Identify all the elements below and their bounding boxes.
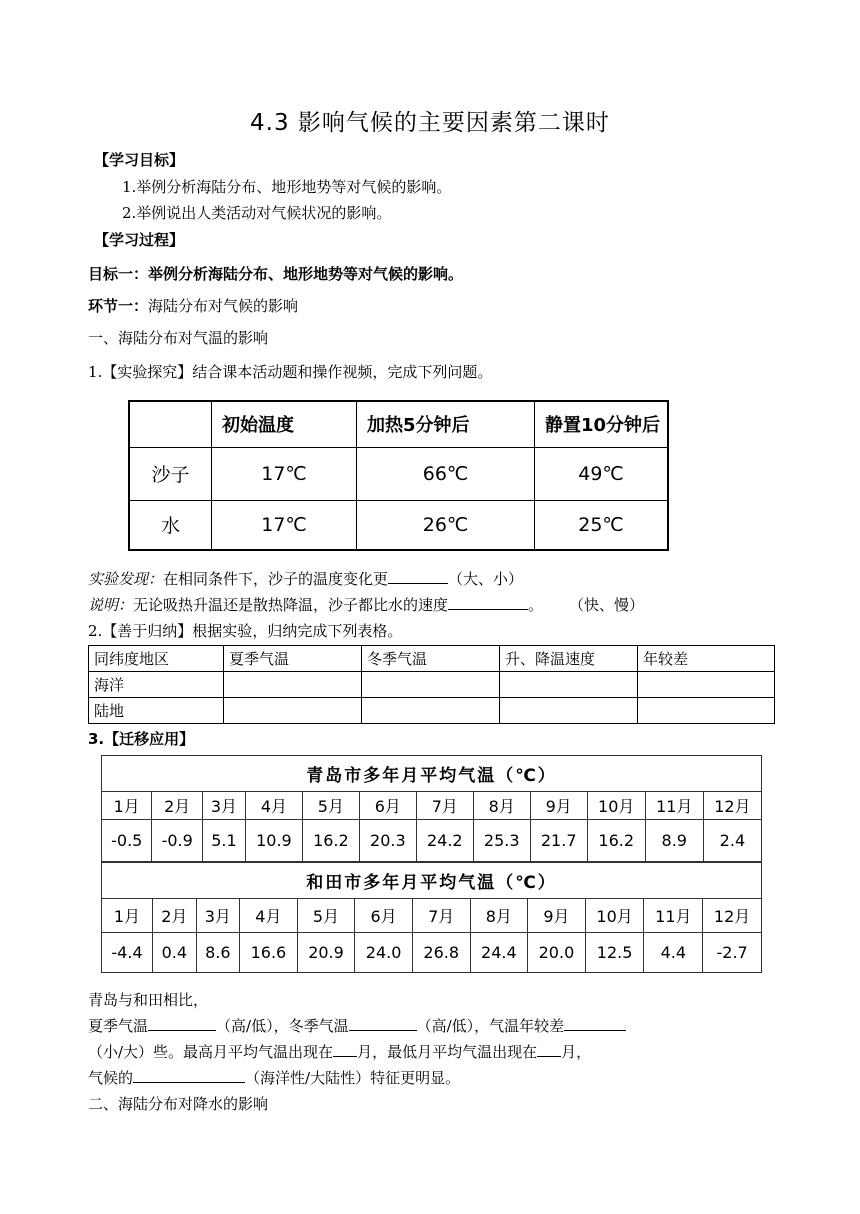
question-one: 1.【实验探究】结合课本活动题和操作视频，完成下列问题。 <box>88 363 493 381</box>
min-month-blank[interactable] <box>537 1042 561 1057</box>
summary-header-cell: 同纬度地区 <box>89 646 224 672</box>
note-text: 无论吸热升温还是散热降温，沙子都比水的速度 <box>133 596 449 614</box>
objective-item-2: 2.举例说出人类活动对气候状况的影响。 <box>122 204 392 222</box>
hetian-caption: 和田市多年月平均气温（℃） <box>102 863 762 899</box>
month-cell: 8月 <box>470 899 528 933</box>
temperature-cell: 12.5 <box>585 933 644 973</box>
winter-temp-blank[interactable] <box>349 1016 417 1031</box>
temperature-cell: 4.4 <box>644 933 703 973</box>
temperature-cell: 20.0 <box>528 933 586 973</box>
month-cell: 10月 <box>585 899 644 933</box>
experiment-cell: 17℃ <box>212 447 357 500</box>
experiment-cell: 水 <box>129 500 212 550</box>
experiment-cell: 66℃ <box>357 447 535 500</box>
compare-text: （高/低），气温年较差 <box>416 1017 565 1035</box>
section-one-text: 海陆分布对气候的影响 <box>148 297 299 315</box>
finding-blank[interactable] <box>388 569 448 584</box>
month-cell: 4月 <box>245 792 302 820</box>
experiment-note <box>88 595 644 615</box>
annual-range-blank[interactable] <box>564 1016 626 1031</box>
month-cell: 3月 <box>202 792 245 820</box>
temperature-cell: 8.6 <box>196 933 240 973</box>
temperature-cell: 24.2 <box>416 820 473 862</box>
experiment-cell: 25℃ <box>535 500 669 550</box>
table-row <box>129 447 668 500</box>
month-cell: 9月 <box>528 899 586 933</box>
summary-header-cell: 升、降温速度 <box>500 646 638 672</box>
page-title: 4.3 影响气候的主要因素第二课时 <box>250 110 610 136</box>
table-row <box>89 672 775 698</box>
summary-header-cell: 年较差 <box>638 646 775 672</box>
question-three: 3.【迁移应用】 <box>88 730 195 748</box>
summary-input-cell[interactable] <box>638 698 775 724</box>
summary-input-cell[interactable] <box>500 698 638 724</box>
temperature-cell: 24.4 <box>470 933 528 973</box>
summary-input-cell[interactable] <box>224 698 362 724</box>
month-cell: 6月 <box>355 899 413 933</box>
note-hint: （快、慢） <box>569 596 645 614</box>
section-one-label: 环节一： <box>88 297 149 315</box>
temperature-cell: 10.9 <box>245 820 302 862</box>
finding-label: 实验发现： <box>88 570 164 588</box>
compare-line-1 <box>88 1016 626 1036</box>
summary-table <box>88 645 775 724</box>
month-cell: 11月 <box>645 792 703 820</box>
compare-text: 夏季气温 <box>88 1017 149 1035</box>
temperature-cell: -0.5 <box>102 820 152 862</box>
process-heading: 【学习过程】 <box>94 231 185 249</box>
experiment-cell: 沙子 <box>129 447 212 500</box>
month-cell: 5月 <box>302 792 359 820</box>
note-blank[interactable] <box>448 595 528 610</box>
temperature-cell: 26.8 <box>412 933 470 973</box>
compare-line-2 <box>88 1042 591 1062</box>
goal-one: 目标一：举例分析海陆分布、地形地势等对气候的影响。 <box>88 265 464 283</box>
climate-type-blank[interactable] <box>133 1068 245 1083</box>
table-row <box>102 820 762 862</box>
temperature-cell: 16.6 <box>240 933 298 973</box>
summer-temp-blank[interactable] <box>148 1016 216 1031</box>
compare-intro: 青岛与和田相比， <box>88 991 209 1009</box>
summary-input-cell[interactable] <box>638 672 775 698</box>
compare-text: 月， <box>561 1043 592 1061</box>
experiment-header-cell: 加热5分钟后 <box>357 401 535 447</box>
compare-text: （小/大）些。最高月平均气温出现在 <box>88 1043 334 1061</box>
temperature-cell: 20.9 <box>297 933 355 973</box>
qingdao-caption: 青岛市多年月平均气温（℃） <box>102 756 762 792</box>
month-cell: 4月 <box>240 899 298 933</box>
temperature-cell: 24.0 <box>355 933 413 973</box>
summary-cell: 陆地 <box>89 698 224 724</box>
temperature-cell: 20.3 <box>359 820 416 862</box>
month-cell: 1月 <box>102 792 152 820</box>
temperature-cell: -4.4 <box>102 933 153 973</box>
summary-header-cell: 冬季气温 <box>362 646 500 672</box>
temperature-cell: 0.4 <box>153 933 197 973</box>
experiment-cell: 26℃ <box>357 500 535 550</box>
month-cell: 5月 <box>297 899 355 933</box>
question-two: 2.【善于归纳】根据实验，归纳完成下列表格。 <box>88 622 403 640</box>
temperature-cell: 2.4 <box>703 820 761 862</box>
month-cell: 10月 <box>587 792 645 820</box>
temperature-cell: 16.2 <box>302 820 359 862</box>
temperature-cell: -0.9 <box>152 820 202 862</box>
month-cell: 3月 <box>196 899 240 933</box>
summary-cell: 海洋 <box>89 672 224 698</box>
table-row <box>89 646 775 672</box>
experiment-finding <box>88 569 523 589</box>
summary-input-cell[interactable] <box>362 672 500 698</box>
month-cell: 9月 <box>530 792 587 820</box>
experiment-table <box>128 400 669 551</box>
month-cell: 11月 <box>644 899 703 933</box>
summary-input-cell[interactable] <box>224 672 362 698</box>
objectives-heading: 【学习目标】 <box>94 151 185 169</box>
experiment-header-cell <box>129 401 212 447</box>
month-cell: 12月 <box>703 899 762 933</box>
subheading-temperature: 一、海陆分布对气温的影响 <box>88 329 269 347</box>
table-row <box>102 933 762 973</box>
month-cell: 2月 <box>152 792 202 820</box>
temperature-cell: 8.9 <box>645 820 703 862</box>
max-month-blank[interactable] <box>333 1042 357 1057</box>
compare-line-3 <box>88 1068 460 1088</box>
month-cell: 2月 <box>153 899 197 933</box>
month-cell: 7月 <box>416 792 473 820</box>
summary-input-cell[interactable] <box>500 672 638 698</box>
table-row <box>102 899 762 933</box>
compare-text: 气候的 <box>88 1069 134 1087</box>
table-row <box>129 500 668 550</box>
summary-header-cell: 夏季气温 <box>224 646 362 672</box>
month-cell: 1月 <box>102 899 153 933</box>
summary-input-cell[interactable] <box>362 698 500 724</box>
temperature-cell: 21.7 <box>530 820 587 862</box>
month-cell: 6月 <box>359 792 416 820</box>
month-cell: 7月 <box>412 899 470 933</box>
experiment-header-cell: 初始温度 <box>212 401 357 447</box>
table-row <box>102 792 762 820</box>
compare-text: （高/低），冬季气温 <box>216 1017 349 1035</box>
temperature-cell: 5.1 <box>202 820 245 862</box>
compare-text: 月，最低月平均气温出现在 <box>357 1043 538 1061</box>
experiment-cell: 49℃ <box>535 447 669 500</box>
temperature-cell: 16.2 <box>587 820 645 862</box>
objective-item-1: 1.举例分析海陆分布、地形地势等对气候的影响。 <box>122 178 452 196</box>
compare-text: （海洋性/大陆性）特征更明显。 <box>245 1069 461 1087</box>
month-cell: 12月 <box>703 792 761 820</box>
qingdao-temperature-table <box>101 755 762 862</box>
finding-text: 在相同条件下，沙子的温度变化更 <box>163 570 389 588</box>
experiment-cell: 17℃ <box>212 500 357 550</box>
note-end: 。 <box>528 596 544 614</box>
note-label: 说明： <box>88 596 134 614</box>
temperature-cell: -2.7 <box>703 933 762 973</box>
temperature-cell: 25.3 <box>473 820 530 862</box>
month-cell: 8月 <box>473 792 530 820</box>
hetian-temperature-table <box>101 862 762 973</box>
experiment-header-cell: 静置10分钟后 <box>535 401 669 447</box>
table-row <box>89 698 775 724</box>
section-one <box>88 296 298 316</box>
subheading-precipitation: 二、海陆分布对降水的影响 <box>88 1095 269 1113</box>
finding-hint: （大、小） <box>448 570 524 588</box>
